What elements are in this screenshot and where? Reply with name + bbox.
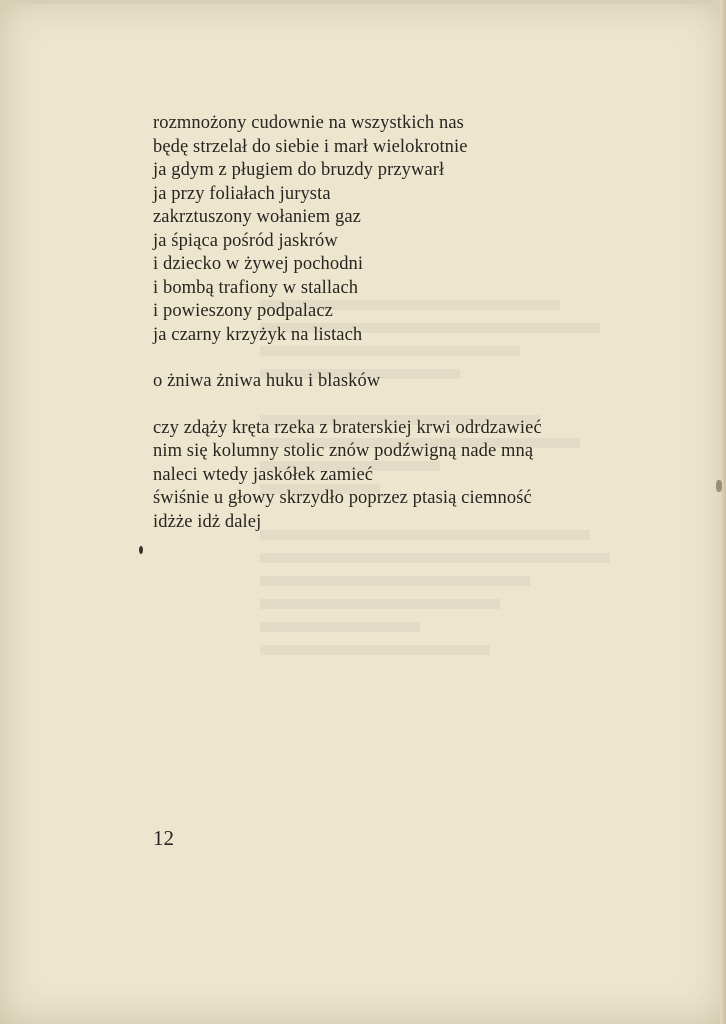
page-number: 12 [153,826,174,850]
poem-line: i dziecko w żywej pochodni [153,254,364,274]
poem-line: o żniwa żniwa huku i blasków [153,371,381,391]
poem-line: naleci wtedy jaskółek zamieć [153,464,374,485]
poem-line: nim się kolumny stolic znów podźwigną nade mną [153,441,534,461]
poem-line: ja przy foliałach jurysta [153,183,331,204]
poem-line: i powieszony podpalacz [153,301,333,321]
stanza [153,370,623,394]
poem-line: ja czarny krzyżyk na listach [153,324,363,345]
poem-line: rozmnożony cudownie na wszystkich nas [153,113,464,133]
poem-line: zakrztuszony wołaniem gaz [153,207,361,227]
poem-line: będę strzelał do siebie i marł wielokrotnie [153,136,468,157]
poem-text [153,112,623,534]
poem-line: i bombą trafiony w stallach [153,277,359,298]
poem-line: idżże idż dalej [153,511,262,532]
edge-stain [716,480,722,492]
ink-speck [139,546,143,554]
poem-line: ja gdym z pługiem do bruzdy przywarł [153,160,445,180]
poem-line: ja śpiąca pośród jaskrów [153,230,338,251]
stanza [153,417,623,535]
poem-line: świśnie u głowy skrzydło poprzez ptasią ciemność [153,488,532,508]
stanza [153,112,623,347]
page-top-edge [0,0,726,4]
poem-line: czy zdąży kręta rzeka z braterskiej krwi odrdzawieć [153,417,542,438]
page-right-edge [720,0,726,1024]
